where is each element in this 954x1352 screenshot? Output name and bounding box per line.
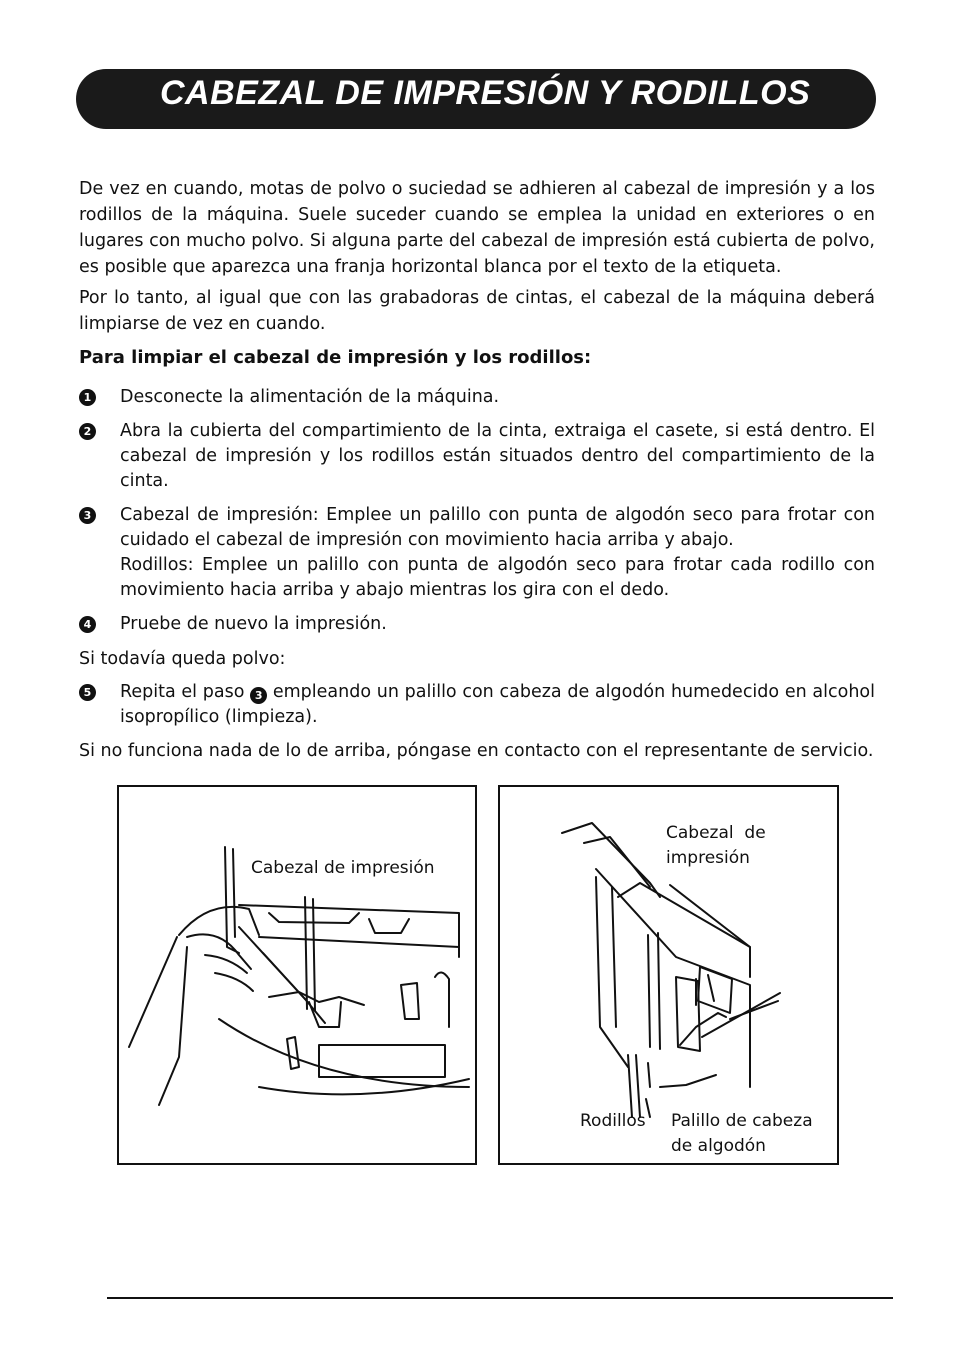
print-head-illustration [119,787,475,1163]
step-number-5: 5 [79,684,96,701]
print-head-label-line-2: impresión [666,848,750,868]
step-2-text: Abra la cubierta del compartimiento de la cinta, extraiga el casete, si está dentro. El cabezal de impresión y los rodillos están situados dentro del compartimiento de la cinta. [120,421,875,491]
step-1 [79,385,875,410]
step-3-text: Cabezal de impresión: Emplee un palillo con punta de algodón seco para frotar con cuidado el cabezal de impresión con movimiento hacia arriba y abajo. [120,505,875,550]
cotton-swab-label [671,1109,813,1159]
intro-paragraph-1: De vez en cuando, motas de polvo o suciedad se adhieren al cabezal de impresión y a los rodillos de la máquina. Suele suceder cuando se emplea la unidad en exteriores o en lugares con mucho polvo. Si alguna parte del cabezal de impresión está cubierta de polvo, es posible que aparezca una franja horizontal blanca por el texto de la etiqueta. [79,179,875,277]
step-5 [79,680,875,730]
step-3 [79,503,875,603]
step-number-1: 1 [79,389,96,406]
step-number-3: 3 [79,507,96,524]
cotton-swab-label-line-1: Palillo de cabeza [671,1111,813,1131]
step-number-2: 2 [79,423,96,440]
page-title: CABEZAL DE IMPRESIÓN Y RODILLOS [160,74,811,112]
step-5-text-before: Repita el paso [120,682,245,702]
print-head-label-right [666,821,766,871]
intro-paragraph-2: Por lo tanto, al igual que con las grabadoras de cintas, el cabezal de la máquina deberá limpiarse de vez en cuando. [79,288,875,334]
step-3-text-rollers: Rodillos: Emplee un palillo con punta de algodón seco para frotar cada rodillo con movimiento hacia arriba y abajo mientras los gira con el dedo. [120,555,875,600]
cotton-swab-label-line-2: de algodón [671,1136,766,1156]
still-dust-note: Si todavía queda polvo: [79,649,286,669]
print-head-label: Cabezal de impresión [251,858,435,878]
step-number-4: 4 [79,616,96,633]
print-head-label-line-1: Cabezal de [666,823,766,843]
figure-print-head-cleaning [117,785,477,1165]
step-5-text-after: empleando un palillo con cabeza de algodón humedecido en alcohol isopropílico (limpieza). [120,682,875,727]
step-5-text [120,680,875,730]
step-4-text: Pruebe de nuevo la impresión. [120,614,387,634]
service-contact-note: Si no funciona nada de lo de arriba, póngase en contacto con el representante de servicio. [79,741,874,761]
step-reference-3: 3 [250,687,267,704]
footer-rule [107,1297,893,1299]
step-4 [79,612,875,637]
step-2 [79,419,875,494]
step-1-text: Desconecte la alimentación de la máquina. [120,387,500,407]
figure-rollers-cleaning [498,785,839,1165]
rollers-label: Rodillos [580,1111,646,1131]
section-subheading: Para limpiar el cabezal de impresión y los rodillos: [79,347,592,368]
